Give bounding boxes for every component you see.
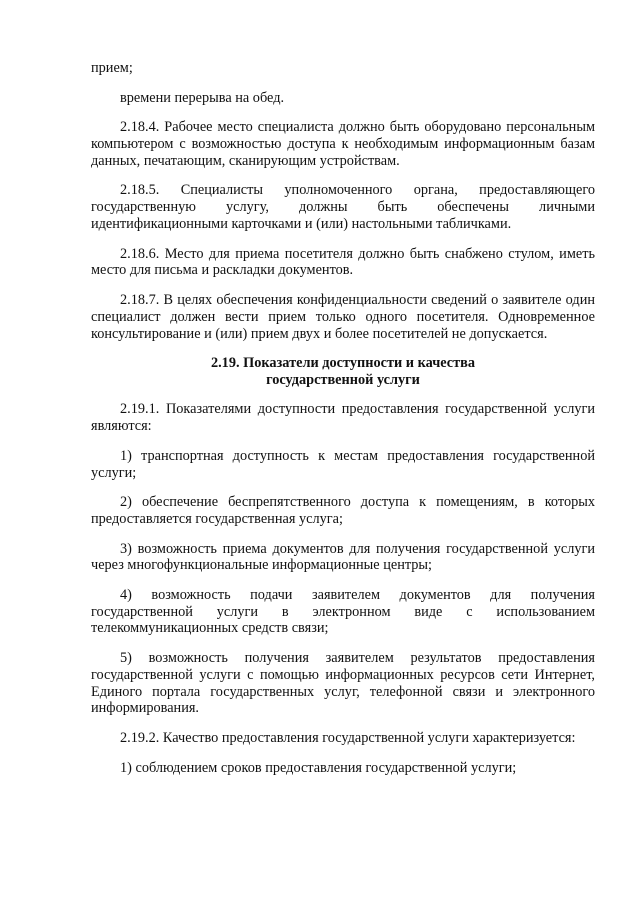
list-item-3-mfc: 3) возможность приема документов для получения государственной услуги через многофункциональные информационные центры; [91,540,595,574]
paragraph-2-19-1: 2.19.1. Показателями доступности предоставления государственной услуги являются: [91,401,595,435]
paragraph-2-18-5: 2.18.5. Специалисты уполномоченного органа, предоставляющего государственную услугу, должны быть обеспечены личными идентификационными карточками и (или) настольными табличками. [91,182,595,232]
section-heading-line-1: 2.19. Показатели доступности и качества [210,355,476,372]
paragraph-2-18-4: 2.18.4. Рабочее место специалиста должно быть оборудовано персональным компьютером с возможностью доступа к необходимым информационным базам данных, печатающим, сканирующим устройствам. [91,119,595,169]
list-item-5-results: 5) возможность получения заявителем результатов предоставления государственной услуги с помощью информационных ресурсов сети Интернет, Единого портала государственных услуг, телефонной связи и электронного информирования. [91,650,595,717]
paragraph-2-18-6: 2.18.6. Место для приема посетителя должно быть снабжено стулом, иметь место для письма и раскладки документов. [91,245,595,279]
paragraph-2-19-2: 2.19.2. Качество предоставления государственной услуги характеризуется: [120,730,576,747]
document-page [91,60,595,789]
list-item-1-deadlines: 1) соблюдением сроков предоставления государственной услуги; [120,759,517,776]
section-heading-2-19 [91,355,595,389]
list-item-2-access: 2) обеспечение беспрепятственного доступа к помещениям, в которых предоставляется государственная услуга; [91,494,595,527]
list-item-1-transport: 1) транспортная доступность к местам предоставления государственной услуги; [91,447,595,481]
paragraph-2-18-7: 2.18.7. В целях обеспечения конфиденциальности сведений о заявителе один специалист должен вести прием только одного посетителя. Одновременное консультирование и (или) прием двух и более посетителей не допускается. [91,291,595,342]
list-item-4-electronic: 4) возможность подачи заявителем документов для получения государственной услуги в электронном виде с использованием телекоммуникационных средств связи; [91,586,595,637]
section-heading-line-2: государственной услуги [266,371,420,388]
paragraph-reception-end: прием; [91,60,133,76]
paragraph-lunch-break: времени перерыва на обед. [120,89,285,106]
